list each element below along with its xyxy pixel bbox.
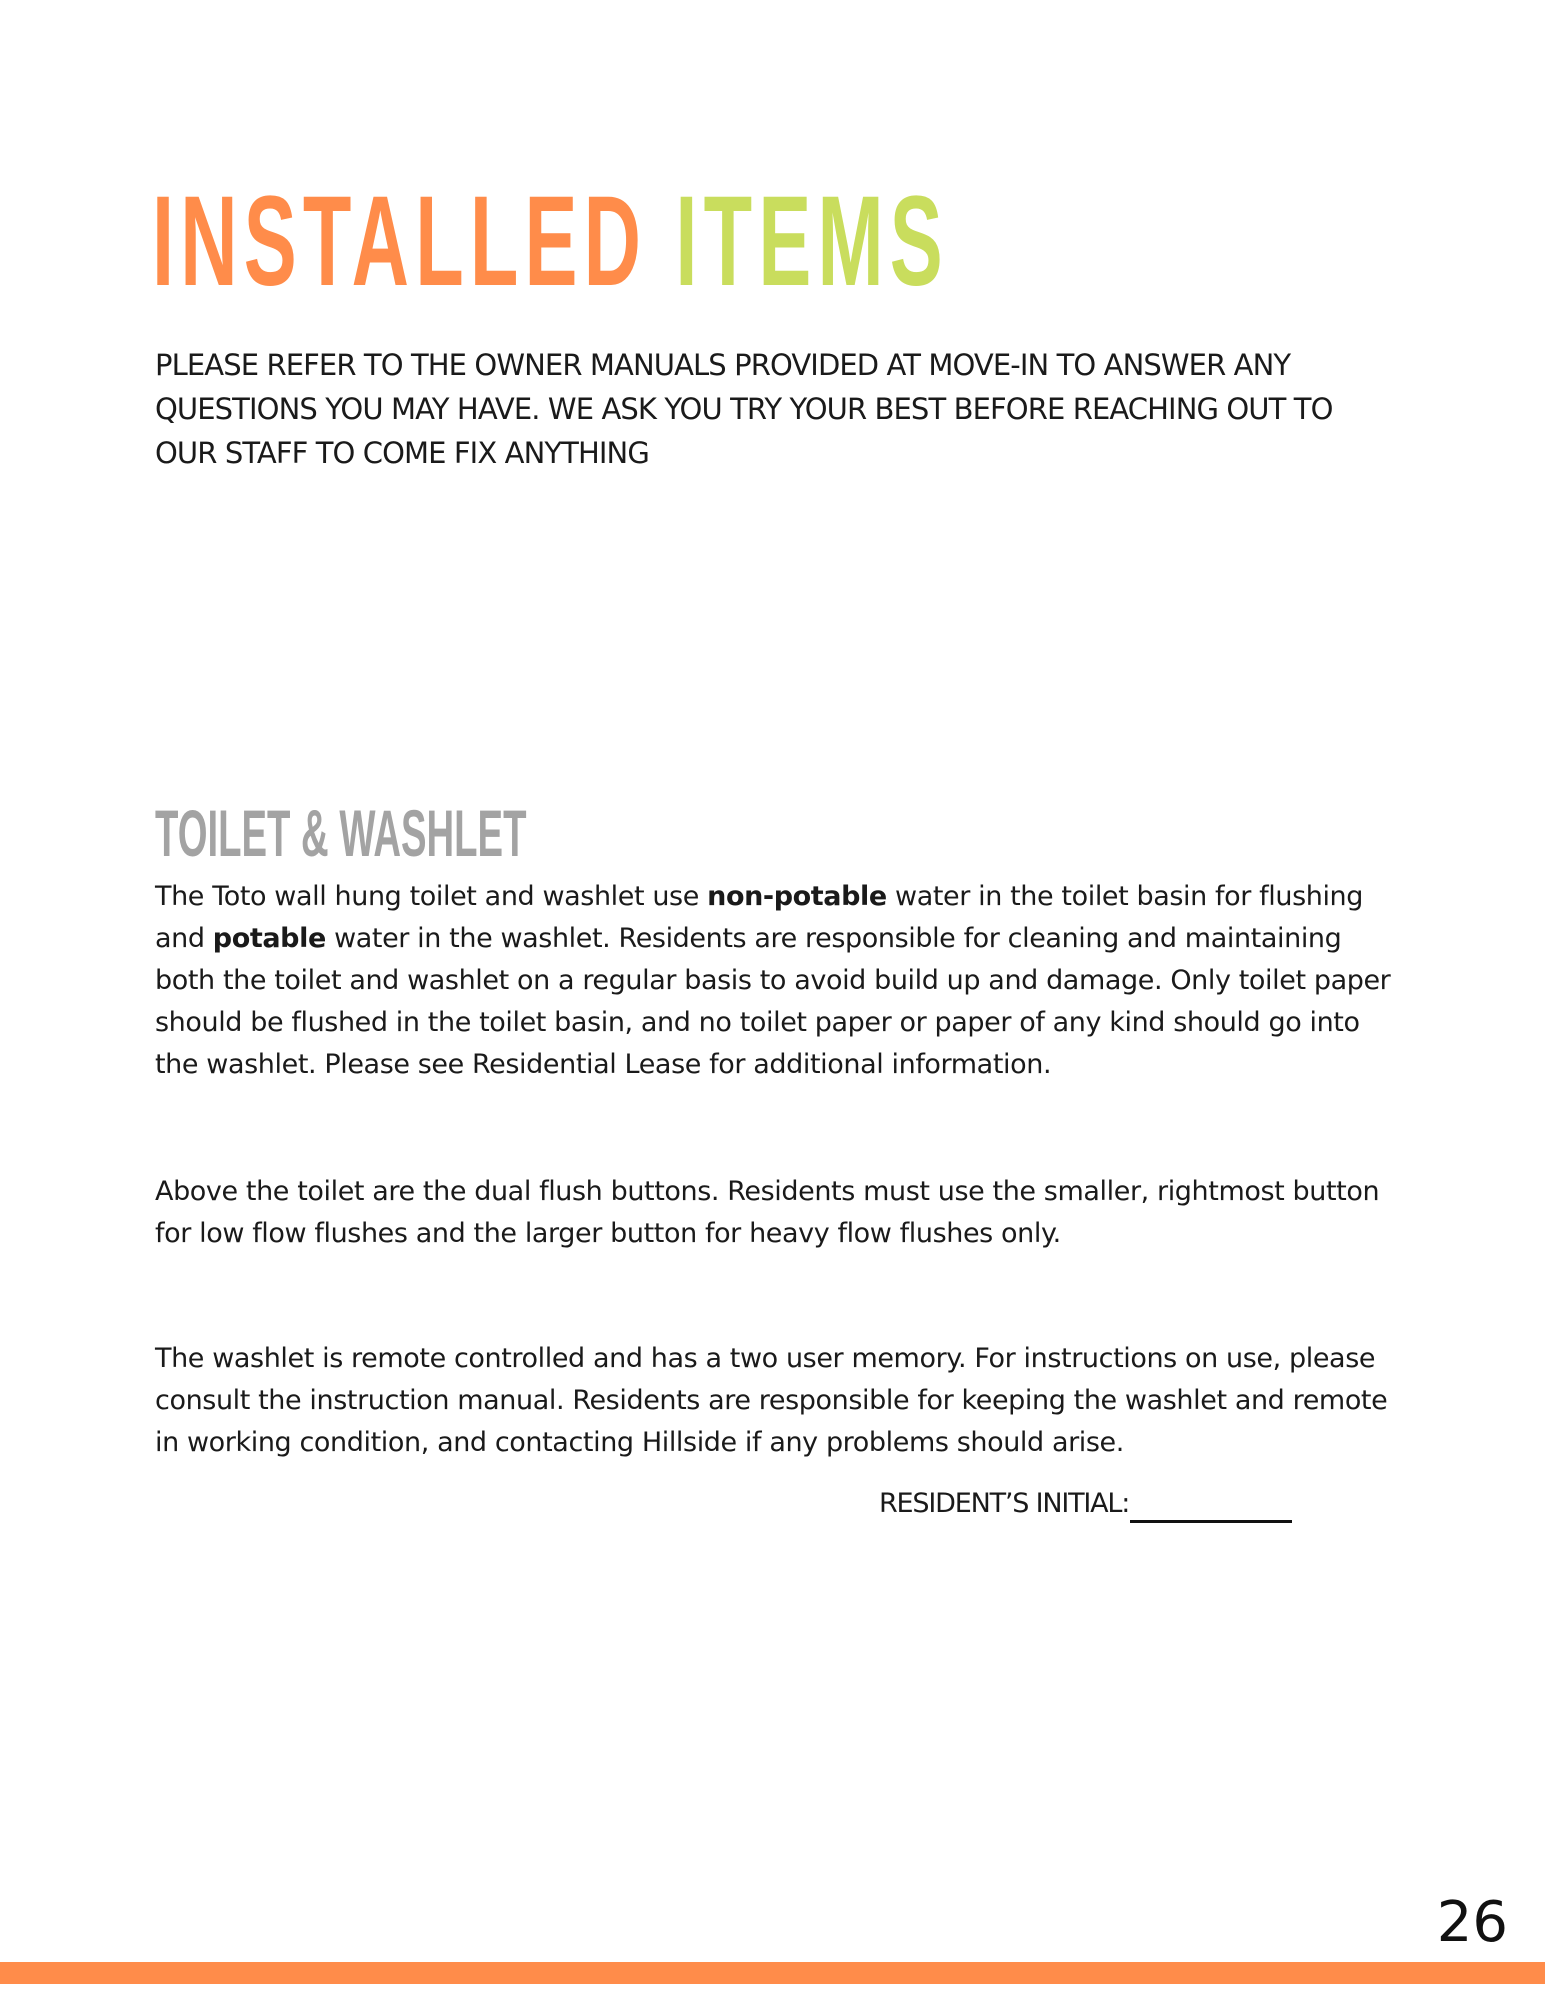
p1-bold-potable: potable <box>212 923 326 954</box>
resident-initial-blank-line[interactable] <box>1130 1519 1292 1523</box>
footer-accent-bar <box>0 1962 1545 1984</box>
page-number: 26 <box>1436 1890 1508 1955</box>
title-word-installed: INSTALLED <box>152 170 648 313</box>
p1-bold-non-potable: non-potable <box>707 881 887 912</box>
intro-text: PLEASE REFER TO THE OWNER MANUALS PROVIDED AT MOVE-IN TO ANSWER ANY QUESTIONS YOU MAY HAVE. WE ASK YOU TRY YOUR BEST BEFORE REACHING OUT TO OUR STAFF TO COME FIX ANYTHING <box>155 348 1333 470</box>
p1-text-a: The Toto wall hung toilet and washlet use <box>155 881 708 912</box>
resident-initial-label: RESIDENT’S INITIAL: <box>879 1488 1130 1519</box>
resident-initial-field <box>879 1490 1292 1517</box>
page-title <box>152 170 949 313</box>
paragraph-washlet-remote: The washlet is remote controlled and has a two user memory. For instructions on use, please consult the instruction manual. Residents are responsible for keeping the washlet and remote in working condition, and contacting Hillside if any problems should arise. <box>155 1343 1388 1458</box>
p1-text-c: water in the toilet basin for flushing and <box>155 881 1364 954</box>
paragraph-flush-buttons: Above the toilet are the dual flush buttons. Residents must use the smaller, rightmost button for low flow flushes and the larger button for heavy flow flushes only. <box>155 1176 1380 1249</box>
title-word-items: ITEMS <box>675 170 949 313</box>
p1-text-e: water in the washlet. Residents are responsible for cleaning and maintaining both the toilet and washlet on a regular basis to avoid build up and damage. Only toilet paper should be flushed in the toilet basin, and no toilet paper or paper of any kind should go into the washlet. Please see Residential Lease for additional information. <box>155 923 1391 1080</box>
paragraph-toilet-water <box>155 876 1405 1086</box>
section-heading: TOILET & WASHLET <box>155 796 527 870</box>
